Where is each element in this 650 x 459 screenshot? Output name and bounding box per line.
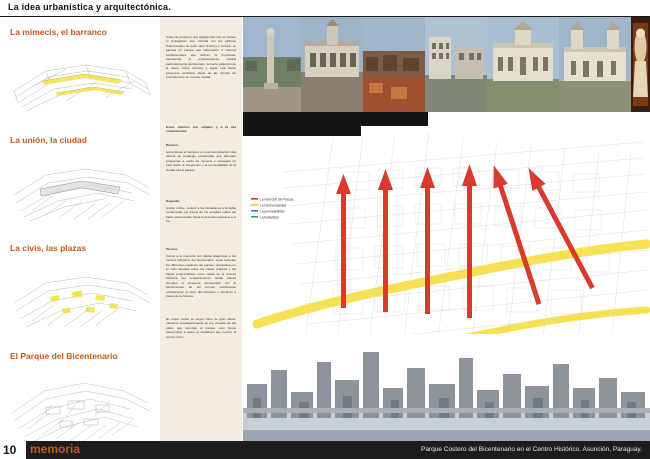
board-title-bar <box>0 0 650 17</box>
footer-bar <box>0 441 650 459</box>
sketch-block-label: La civis, las plazas <box>10 243 87 253</box>
photo-cathedral <box>559 17 631 112</box>
masterplan-render <box>243 112 650 441</box>
photo-palace <box>487 17 559 112</box>
sketch-column <box>0 17 158 441</box>
photo-strip <box>243 17 650 112</box>
paragraph-4: En estos nodos se erigen hitos de gran altura, ubicados estratégicamente en los visuales de las calles que penetran al parque, esto busca descumbrar a atraer al ciudadano que recorre el centro cívico. <box>166 317 236 339</box>
paragraph-1-title: Primero, <box>166 143 179 147</box>
photo-statue <box>631 17 650 112</box>
sketch-block-union <box>0 135 158 145</box>
paragraph-2-title: Segundo, <box>166 199 181 203</box>
photo-modern-buildings <box>425 17 487 112</box>
photo-plaza <box>243 17 301 112</box>
sketch-block-mimecis <box>0 27 158 37</box>
svg-text:La permeabilidad: La permeabilidad <box>260 209 285 214</box>
paragraph-intro: Antes de proponer una arquitectura con un museo ni protagónico que compita con los edificios Patrimoniales de tanto valor histórico y cultural, se plantea un parque que sistematice 3 criterios fundamentales que definen la propuesta, atendiendo el emplazamiento natural particularmente accidentado, la fuerte atracción de la trama cívica céntrica y lograr una fuerte presencia simbólica digna de las formas de incertidumbre de nuestra ciudad. <box>166 35 236 80</box>
sketch-image-parque <box>6 365 154 451</box>
sketch-image-union <box>6 149 154 225</box>
masterplan-drawing <box>243 112 650 441</box>
sketch-image-civis <box>6 257 154 333</box>
photo-waterfront <box>363 17 425 112</box>
sketch-block-parque <box>0 351 158 361</box>
paragraph-1: reinterpretar el barranco en una comunicación más directa de bandejas escalonada que albergan programas a modo de mimecis y conseguir en este borde la integración y la permeabilidad de la ciudad ella al parque <box>166 150 236 172</box>
sketch-block-label: El Parque del Bicentenario <box>10 351 118 361</box>
sketch-block-civis <box>0 243 158 253</box>
photo-colonial-building <box>301 17 363 112</box>
sketch-block-label: La unión, la ciudad <box>10 135 87 145</box>
paragraph-2: revitar, unirse, seducir a los ciudadanos a la bahía continuando los trazos de los actuales calles del barrio atravesando hasta la avenida costanera a el río. <box>166 206 236 224</box>
svg-text:La fluidalidad: La fluidalidad <box>260 215 279 220</box>
paragraph-lead: Estos criterios son simples y a la vez contundentes: <box>166 125 236 134</box>
description-column <box>160 17 242 441</box>
svg-text:La inserción del Parque: La inserción del Parque <box>260 197 294 202</box>
page-title: La idea urbanística y arquitectónica. <box>8 2 171 12</box>
sketch-image-mimecis <box>6 41 154 117</box>
paragraph-3-title: Tercero, <box>166 247 178 251</box>
page-number: 10 <box>0 441 26 459</box>
paragraph-3: honrar a la memoria con plazas alegóricas a los hechos históricos del bicentenario, estas articulan los diferentes espacios del parque, ubicándose en el nodo llamado estos las trazas urbanas y las capas programáticas como capas de la corteza histórica del emplazamiento. Estas plazas cumplen el esquema accidentado con el herramientas de las formas sucitándose ombaticando el cerro del barranco y narrando a través de la historia. <box>166 254 236 299</box>
sketch-block-label: La mimecis, el barranco <box>10 27 107 37</box>
project-caption: Parque Costero del Bicentenario en el Centro Histórico. Asunción, Paraguay. <box>420 446 642 453</box>
svg-text:La transversalidad: La transversalidad <box>260 203 287 208</box>
section-label: memoria <box>30 442 81 456</box>
